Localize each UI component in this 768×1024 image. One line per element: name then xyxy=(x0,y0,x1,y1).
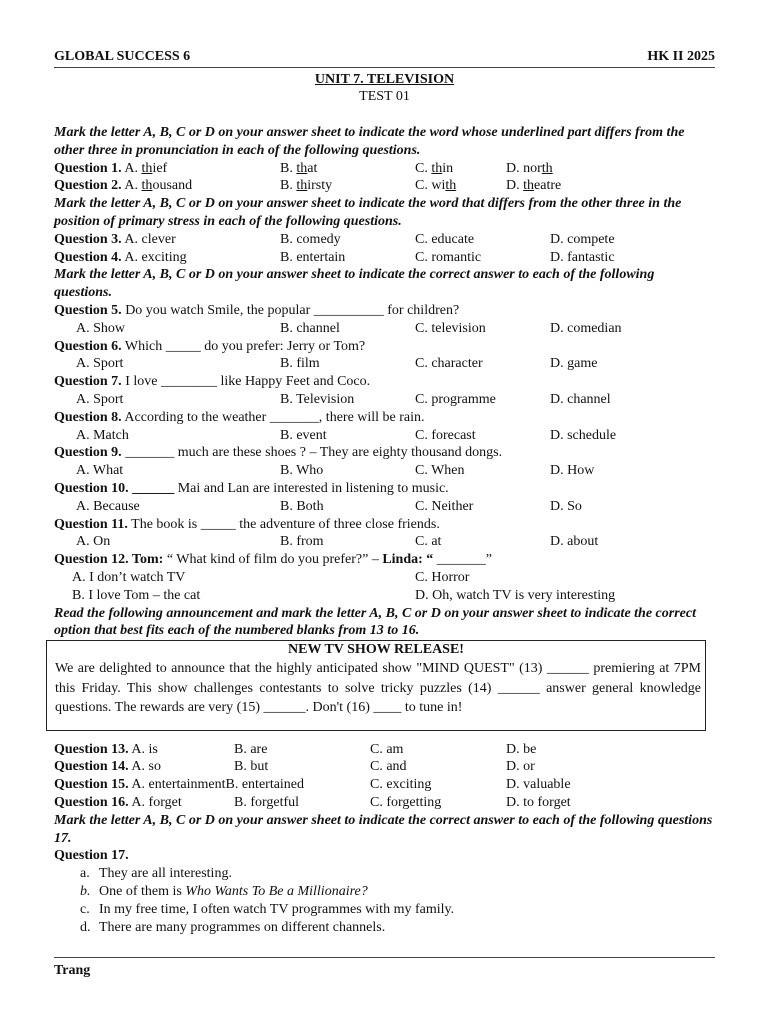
question-1: Question 1. A. thief B. that C. thin D. north xyxy=(54,160,553,176)
question-label: Question 11. xyxy=(54,516,128,532)
option-b: B. film xyxy=(280,356,320,372)
instruction-pronunciation: Mark the letter A, B, C or D on your answer sheet to indicate the word whose underlined part differs from the other three in pronunciation in each of the following questions. xyxy=(54,125,685,158)
question-11 xyxy=(54,516,715,534)
option-d: D. How xyxy=(550,463,595,479)
option-d: D. compete xyxy=(550,231,615,247)
question-label: Question 7. xyxy=(54,374,122,390)
option-d: D. to forget xyxy=(506,795,571,810)
question-blank: _______” xyxy=(433,552,493,568)
option-d: D. game xyxy=(550,356,598,372)
question-text: According to the weather _______, there will be rain. xyxy=(121,409,425,425)
option-b: B. entertain xyxy=(280,249,346,265)
option-a: A. Sport xyxy=(76,391,124,407)
option-b: B. Both xyxy=(280,498,324,514)
option-c: C. character xyxy=(415,356,483,372)
option-d: D. be xyxy=(506,741,537,757)
question-15: Question 15. A. entertainmentB. entertained C. exciting D. valuable xyxy=(54,777,571,793)
option-c: C. with xyxy=(415,178,457,194)
option-c: C. programme xyxy=(415,391,496,407)
question-10-options xyxy=(54,498,715,516)
option-c: C. thin xyxy=(415,160,454,176)
option-b: B. are xyxy=(234,741,268,757)
option-d: D. north xyxy=(506,160,553,176)
option-d: D. comedian xyxy=(550,320,622,336)
option-c: C. at xyxy=(415,534,442,550)
option-b: B. forgetful xyxy=(234,795,300,810)
question-label: Question 2. xyxy=(54,178,122,194)
option-d: D. So xyxy=(550,498,582,514)
question-9-options xyxy=(54,462,715,480)
option-b: B. but xyxy=(234,759,269,775)
option-a: A. Because xyxy=(76,498,140,514)
question-12-options-row2 xyxy=(54,587,715,605)
test-title: TEST 01 xyxy=(359,89,410,104)
question-12 xyxy=(54,551,715,569)
question-17 xyxy=(54,847,715,865)
question-label: Question 17. xyxy=(54,848,129,864)
option-b: B. entertained xyxy=(225,777,305,793)
option-d: D. about xyxy=(550,534,599,550)
question-11-options xyxy=(54,533,715,551)
option-c: C. forecast xyxy=(415,427,476,443)
option-d: D. or xyxy=(506,759,535,775)
question-4: Question 4. A. exciting B. entertain C. romantic D. fantastic xyxy=(54,249,615,265)
option-b: b. One of them is Who Wants To Be a Millionaire? xyxy=(80,883,368,899)
question-label: Question 10. xyxy=(54,480,129,496)
question-7 xyxy=(54,373,715,391)
option-c: C. and xyxy=(370,759,407,775)
question-6-options xyxy=(54,355,715,373)
question-label: Question 3. xyxy=(54,231,122,247)
option-c: C. television xyxy=(415,320,486,336)
question-label: Question 1. xyxy=(54,160,122,176)
question-label: Question 15. xyxy=(54,777,129,793)
question-label: Question 14. xyxy=(54,759,129,775)
question-14: Question 14. A. so B. but C. and D. or xyxy=(54,759,535,775)
option-b: B. Television xyxy=(280,391,355,407)
option-d: d. There are many programmes on different channels. xyxy=(80,919,386,935)
question-text: The book is _____ the adventure of three close friends. xyxy=(127,516,440,532)
question-12-options-row1 xyxy=(54,569,715,587)
header-right: HK II 2025 xyxy=(647,49,715,64)
speaker-linda: Linda: “ xyxy=(382,552,434,568)
option-c: C. educate xyxy=(415,231,475,247)
question-10 xyxy=(54,480,715,498)
question-text: Mai and Lan are interested in listening to music. xyxy=(174,480,449,496)
question-blank: ______ xyxy=(128,480,175,496)
option-d: D. theatre xyxy=(506,178,562,194)
page-header xyxy=(54,48,715,68)
option-b: B. channel xyxy=(280,320,340,336)
question-label: Question 16. xyxy=(54,795,129,810)
option-a: A. I don’t watch TV xyxy=(72,569,186,585)
question-7-options xyxy=(54,391,715,409)
question-text: I love ________ like Happy Feet and Coco. xyxy=(121,374,371,390)
option-c: c. In my free time, I often watch TV programmes with my family. xyxy=(80,901,455,917)
instruction-reading: Read the following announcement and mark the letter A, B, C or D on your answer sheet to indicate the correct option that best fits each of the numbered blanks from 13 to 16. xyxy=(54,605,696,639)
option-c: C. Horror xyxy=(415,569,470,585)
option-b: B. event xyxy=(280,427,327,443)
question-text: _______ much are these shoes ? – They are eighty thousand dongs. xyxy=(121,445,503,461)
question-label: Question 5. xyxy=(54,302,122,318)
question-label: Question 6. xyxy=(54,338,122,354)
question-8-options xyxy=(54,427,715,445)
question-label: Question 4. xyxy=(54,249,122,265)
option-b: B. I love Tom – the cat xyxy=(72,587,201,603)
page-footer: Trang xyxy=(54,957,715,980)
worksheet-page xyxy=(54,48,715,936)
option-c: C. exciting xyxy=(370,777,432,793)
question-text: “ What kind of film do you prefer?” – xyxy=(163,552,383,568)
option-b: B. Who xyxy=(280,463,324,479)
option-b: B. thirsty xyxy=(280,178,333,194)
option-a: A. What xyxy=(76,463,124,479)
announcement-title: NEW TV SHOW RELEASE! xyxy=(288,642,464,658)
question-6 xyxy=(54,338,715,356)
instruction-question-17: Mark the letter A, B, C or D on your answer sheet to indicate the correct answer to each of the following questions 17. xyxy=(54,812,713,846)
option-a: A. On xyxy=(76,534,111,550)
announcement-text: We are delighted to announce that the highly anticipated show "MIND QUEST" (13) ______ premiering at 7PM this Friday. This show challenges contestants to solve tricky puzzles (14) ______ answer general knowledge questions. The rewards are very (15) ______. Don't (16) ____ to tune in! xyxy=(55,661,701,716)
option-a: A. Match xyxy=(76,427,129,443)
option-b: B. that xyxy=(280,160,318,176)
option-c: C. When xyxy=(415,463,465,479)
option-d: D. schedule xyxy=(550,427,617,443)
question-13: Question 13. A. is B. are C. am D. be xyxy=(54,741,537,757)
instruction-stress: Mark the letter A, B, C or D on your answer sheet to indicate the word that differs from the other three in the position of primary stress in each of the following questions. xyxy=(54,196,682,229)
speaker-tom: Tom: xyxy=(128,552,164,568)
question-17-options xyxy=(54,865,715,936)
announcement-box xyxy=(46,640,706,731)
question-label: Question 13. xyxy=(54,741,129,757)
option-c: C. am xyxy=(370,741,404,757)
question-label: Question 9. xyxy=(54,445,122,461)
header-left: GLOBAL SUCCESS 6 xyxy=(54,49,191,64)
question-5-options xyxy=(54,320,715,338)
question-16: Question 16. A. forget B. forgetful C. forgetting D. to forget xyxy=(54,795,571,810)
unit-title: UNIT 7. TELEVISION xyxy=(314,72,455,87)
option-d: D. channel xyxy=(550,391,611,407)
instruction-correct-answer: Mark the letter A, B, C or D on your answer sheet to indicate the correct answer to each of the following questions. xyxy=(54,267,655,301)
question-3: Question 3. A. clever B. comedy C. educate D. compete xyxy=(54,231,615,247)
option-a: A. Show xyxy=(76,320,126,336)
question-9 xyxy=(54,444,715,462)
question-label: Question 12. xyxy=(54,552,129,568)
option-c: C. forgetting xyxy=(370,795,442,810)
option-b: B. from xyxy=(280,534,324,550)
option-c: C. Neither xyxy=(415,498,474,514)
option-c: C. romantic xyxy=(415,249,482,265)
question-label: Question 8. xyxy=(54,409,122,425)
option-d: D. Oh, watch TV is very interesting xyxy=(415,587,616,603)
option-a: a. They are all interesting. xyxy=(80,866,232,882)
option-b: B. comedy xyxy=(280,231,341,247)
option-d: D. fantastic xyxy=(550,249,615,265)
question-2: Question 2. A. thousand B. thirsty C. with D. theatre xyxy=(54,178,562,194)
question-8 xyxy=(54,409,715,427)
option-a: A. Sport xyxy=(76,356,124,372)
question-text: Do you watch Smile, the popular __________ for children? xyxy=(121,302,460,318)
option-d: D. valuable xyxy=(506,777,571,793)
question-5 xyxy=(54,302,715,320)
question-text: Which _____ do you prefer: Jerry or Tom? xyxy=(121,338,366,354)
